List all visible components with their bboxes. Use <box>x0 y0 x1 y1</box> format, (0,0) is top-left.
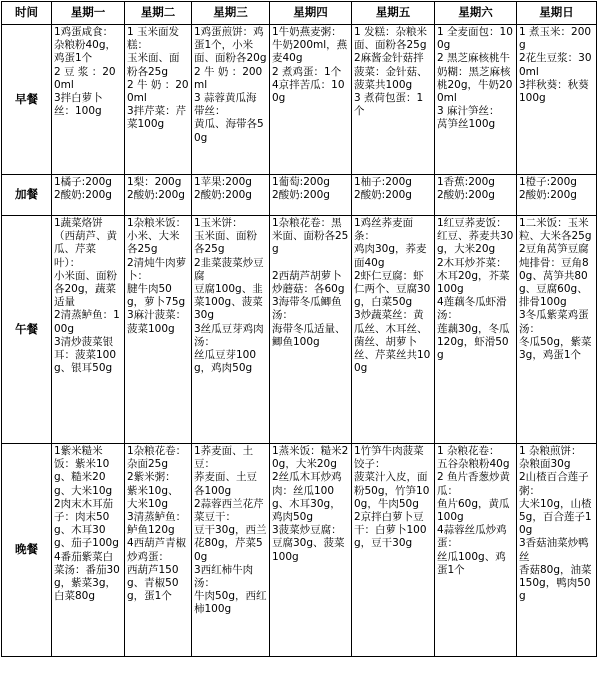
dinner-saturday: 1 杂粮花卷： 五谷杂粮粉40g 2 鱼片香葱炒黄瓜： 鱼片60g，黄瓜100g 4蒜蓉丝瓜炒鸡蛋： 丝瓜100g、鸡蛋1个 <box>435 444 517 657</box>
breakfast-thursday: 1牛奶燕麦粥： 牛奶200ml，燕麦40g 2 煮鸡蛋：1个 4京拌苦瓜：100g <box>270 25 352 175</box>
header-time: 时间 <box>2 2 52 25</box>
header-tuesday: 星期二 <box>125 2 192 25</box>
header-wednesday: 星期三 <box>192 2 270 25</box>
header-sunday: 星期日 <box>517 2 597 25</box>
lunch-monday: 1蔬菜烙饼（西葫芦、黄瓜、芹菜叶）： 小米面、面粉各20g，蔬菜适量 2清蒸鲈鱼：100g 3清炒菠菜银耳：菠菜100g、银耳50g <box>52 216 125 444</box>
dinner-wednesday: 1荞麦面、土豆： 荞麦面、土豆各100g 2蒜蓉西兰花芹菜豆干： 豆干30g，西兰花80g，芹菜50g 3西红柿牛肉汤： 牛肉50g，西红柿100g <box>192 444 270 657</box>
lunch-wednesday: 1玉米饼： 玉米面、面粉各25g 2韭菜菠菜炒豆腐 豆腐100g、韭菜100g、菠菜30g 3丝瓜豆芽鸡肉汤： 丝瓜豆芽100g，鸡肉50g <box>192 216 270 444</box>
header-row <box>2 2 597 25</box>
header-saturday: 星期六 <box>435 2 517 25</box>
snack-row <box>2 175 597 216</box>
header-monday: 星期一 <box>52 2 125 25</box>
lunch-saturday: 1红豆荞麦饭： 红豆、荞麦共30g，大米20g 2木耳炒芥菜： 木耳20g，芥菜100g 4莲藕冬瓜虾滑汤： 莲藕30g，冬瓜120g，虾滑50g <box>435 216 517 444</box>
meal-label-lunch: 午餐 <box>2 216 52 444</box>
breakfast-sunday: 1 煮玉米：200g 2花生豆浆：300ml 3拌秋葵：秋葵100g <box>517 25 597 175</box>
breakfast-saturday: 1 全麦面包：100g 2 黑芝麻核桃牛奶糊：黑芝麻核桃20g，牛奶200ml 3 麻汁笋丝： 莴笋丝100g <box>435 25 517 175</box>
snack-monday: 1橘子:200g 2酸奶:200g <box>52 175 125 216</box>
meal-label-breakfast: 早餐 <box>2 25 52 175</box>
snack-wednesday: 1苹果:200g 2酸奶:200g <box>192 175 270 216</box>
breakfast-monday: 1鸡蛋咸食：杂粮粉40g，鸡蛋1个 2 豆 浆 ：200ml 3拌白萝卜丝：100g <box>52 25 125 175</box>
lunch-thursday: 1杂粮花卷：黑米面、面粉各25g 2西葫芦胡萝卜炒蘑菇：各60g 3海带冬瓜鲫鱼汤： 海带冬瓜适量、鲫鱼100g <box>270 216 352 444</box>
meal-label-snack: 加餐 <box>2 175 52 216</box>
lunch-tuesday: 1杂粮米饭：小米、大米各25g 2清炖牛肉萝卜： 腱牛肉50g，萝卜75g 3麻汁菠菜：菠菜100g <box>125 216 192 444</box>
dinner-sunday: 1 杂粮煎饼： 杂粮面30g 2山楂百合莲子粥： 大米10g，山楂5g，百合莲子10g 3香菇油菜炒鸭丝 香菇80g，油菜150g，鸭肉50g <box>517 444 597 657</box>
snack-sunday: 1橙子:200g 2酸奶:200g <box>517 175 597 216</box>
lunch-row <box>2 216 597 444</box>
snack-friday: 1柚子:200g 2酸奶:200g <box>352 175 435 216</box>
dinner-thursday: 1蒸米饭：糙米20g，大米20g 2丝瓜木耳炒鸡肉：丝瓜100g、木耳30g，鸡肉50g 3菠菜炒豆腐：豆腐30g、菠菜100g <box>270 444 352 657</box>
breakfast-row <box>2 25 597 175</box>
lunch-friday: 1鸡丝荞麦面条： 鸡肉30g，荞麦面40g 2虾仁豆腐：虾仁两个、豆腐30g，白菜50g 3炒蔬菜丝：黄瓜丝、木耳丝、菌丝、胡萝卜丝、芹菜丝共100g <box>352 216 435 444</box>
snack-saturday: 1香蕉:200g 2酸奶:200g <box>435 175 517 216</box>
lunch-sunday: 1二米饭：玉米粒、大米各25g 2豆角莴笋豆腐炖排骨：豆角80g、莴笋共80g、豆腐60g、排骨100g 3冬瓜紫菜鸡蛋汤： 冬瓜50g，紫菜3g，鸡蛋1个 <box>517 216 597 444</box>
breakfast-tuesday: 1 玉米面发糕： 玉米面、面粉各25g 2 牛 奶 ：200ml 3拌芹菜：芹菜100g <box>125 25 192 175</box>
header-friday: 星期五 <box>352 2 435 25</box>
breakfast-friday: 1 发糕：杂粮米面、面粉各25g 2麻酱金针菇拌菠菜：金针菇、菠菜共100g 3 煮荷包蛋：1个 <box>352 25 435 175</box>
dinner-row <box>2 444 597 657</box>
snack-tuesday: 1梨：200g 2酸奶:200g <box>125 175 192 216</box>
header-thursday: 星期四 <box>270 2 352 25</box>
snack-thursday: 1葡萄:200g 2酸奶:200g <box>270 175 352 216</box>
weekly-meal-plan-table <box>1 1 597 657</box>
dinner-tuesday: 1杂粮花卷：杂面25g 2紫米粥： 紫米10g、大米10g 3清蒸鲈鱼：鲈鱼120g 4西葫芦青椒炒鸡蛋： 西葫芦150g、青椒50g，蛋1个 <box>125 444 192 657</box>
dinner-friday: 1竹笋牛肉菠菜饺子： 菠菜汁入皮，面粉50g，竹笋100g，牛肉50g 2京拌白萝卜豆干：白萝卜100g，豆干30g <box>352 444 435 657</box>
breakfast-wednesday: 1鸡蛋煎饼：鸡蛋1个，小米面、面粉各20g 2 牛 奶 ：200ml 3 蒜蓉黄瓜海带丝： 黄瓜、海带各50g <box>192 25 270 175</box>
meal-label-dinner: 晚餐 <box>2 444 52 657</box>
dinner-monday: 1紫米糙米饭：紫米10g、糙米20g、大米10g 2肉末木耳茄子：肉末50g、木耳30g、茄子100g 4番茄紫菜白菜汤：番茄30g，紫菜3g，白菜80g <box>52 444 125 657</box>
